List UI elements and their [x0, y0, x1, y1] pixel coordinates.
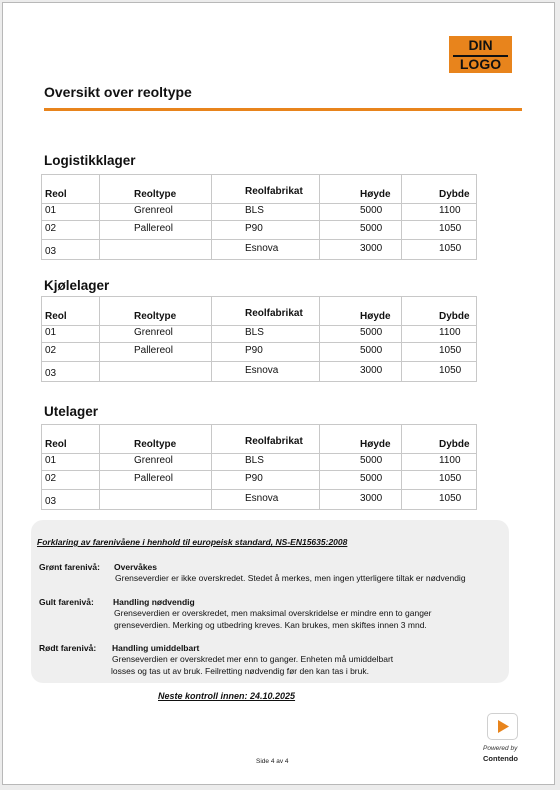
table-cell: 1050	[439, 223, 462, 234]
column-header: Reoltype	[134, 439, 177, 450]
play-icon	[488, 714, 517, 739]
column-header: Reolfabrikat	[245, 308, 303, 319]
table-cell: 3000	[360, 493, 383, 504]
table-row-divider	[42, 325, 476, 326]
table-column-divider	[319, 425, 320, 509]
title-underline	[44, 108, 522, 111]
column-header: Høyde	[360, 311, 391, 322]
table-column-divider	[401, 297, 402, 381]
table-cell: 02	[45, 345, 57, 356]
column-header: Reolfabrikat	[245, 436, 303, 447]
table-cell: 5000	[360, 205, 383, 216]
table-cell: 03	[45, 496, 57, 507]
yellow-level-label: Gult farenivå:	[39, 597, 94, 607]
column-header: Reolfabrikat	[245, 186, 303, 197]
table-cell: 1050	[439, 493, 462, 504]
powered-by-brand: Contendo	[483, 754, 518, 763]
column-header: Dybde	[439, 189, 470, 200]
table-row-divider	[42, 489, 476, 490]
table-column-divider	[211, 175, 212, 259]
green-level-heading: Overvåkes	[114, 562, 158, 572]
table-cell: 01	[45, 205, 57, 216]
table-cell: 3000	[360, 243, 383, 254]
column-header: Dybde	[439, 311, 470, 322]
table-column-divider	[211, 297, 212, 381]
table-cell: 02	[45, 223, 57, 234]
rack-table	[41, 174, 477, 260]
company-logo	[449, 36, 512, 73]
table-column-divider	[401, 425, 402, 509]
table-cell: 5000	[360, 327, 383, 338]
column-header: Reol	[45, 189, 67, 200]
table-cell: P90	[245, 473, 263, 484]
table-column-divider	[99, 175, 100, 259]
column-header: Reoltype	[134, 189, 177, 200]
table-cell: 1050	[439, 473, 462, 484]
table-cell: Pallereol	[134, 223, 173, 234]
table-cell: 01	[45, 455, 57, 466]
table-cell: 5000	[360, 455, 383, 466]
table-row-divider	[42, 470, 476, 471]
table-cell: 1050	[439, 345, 462, 356]
yellow-level-heading: Handling nødvendig	[113, 597, 195, 607]
table-cell: 5000	[360, 223, 383, 234]
column-header: Høyde	[360, 439, 391, 450]
table-cell: 1100	[439, 327, 461, 338]
table-cell: 5000	[360, 473, 383, 484]
table-cell: Pallereol	[134, 345, 173, 356]
table-row-divider	[42, 361, 476, 362]
section-title: Kjølelager	[44, 278, 110, 293]
table-cell: 01	[45, 327, 57, 338]
table-cell: P90	[245, 223, 263, 234]
table-cell: 1100	[439, 205, 461, 216]
red-level-heading: Handling umiddelbart	[112, 643, 200, 653]
legend-title: Forklaring av farenivåene i henhold til europeisk standard, NS-EN15635:2008	[37, 537, 348, 547]
table-cell: 1050	[439, 243, 462, 254]
column-header: Reol	[45, 439, 67, 450]
column-header: Høyde	[360, 189, 391, 200]
table-cell: Grenreol	[134, 455, 173, 466]
rack-table	[41, 424, 477, 510]
table-cell: Pallereol	[134, 473, 173, 484]
table-row-divider	[42, 203, 476, 204]
table-column-divider	[99, 425, 100, 509]
green-level-text-1: Grenseverdier er ikke overskredet. Stedet å merkes, men ingen ytterligere tiltak er nødvendig	[115, 573, 466, 583]
table-cell: BLS	[245, 205, 264, 216]
next-inspection-date: Neste kontroll innen: 24.10.2025	[158, 691, 296, 701]
green-level-label: Grønt farenivå:	[39, 562, 100, 572]
section-title: Logistikklager	[44, 153, 136, 168]
column-header: Dybde	[439, 439, 470, 450]
table-cell: 3000	[360, 365, 383, 376]
table-column-divider	[211, 425, 212, 509]
logo-line-1: DIN	[468, 37, 493, 53]
table-cell: Esnova	[245, 365, 279, 376]
document-page	[2, 2, 555, 785]
table-cell: Esnova	[245, 493, 279, 504]
table-column-divider	[401, 175, 402, 259]
yellow-level-text-2: grenseverdien. Merking og utbedring kreves. Kan brukes, men skiftes innen 3 mnd.	[114, 620, 427, 630]
table-cell: BLS	[245, 455, 264, 466]
table-column-divider	[99, 297, 100, 381]
table-cell: Esnova	[245, 243, 279, 254]
table-cell: Grenreol	[134, 205, 173, 216]
page-number: Side 4 av 4	[256, 758, 289, 765]
rack-table	[41, 296, 477, 382]
table-column-divider	[319, 297, 320, 381]
powered-by-label: Powered by	[483, 745, 518, 752]
table-cell: 1050	[439, 365, 462, 376]
table-row-divider	[42, 342, 476, 343]
table-cell: Grenreol	[134, 327, 173, 338]
table-row-divider	[42, 220, 476, 221]
table-row-divider	[42, 239, 476, 240]
red-level-label: Rødt farenivå:	[39, 643, 97, 653]
table-cell: 03	[45, 246, 57, 257]
risk-level-legend	[31, 520, 509, 683]
yellow-level-text-1: Grenseverdien er overskredet, men maksimal overskridelse er mindre enn to ganger	[114, 608, 432, 618]
table-cell: 5000	[360, 345, 383, 356]
table-cell: 03	[45, 368, 57, 379]
table-cell: 1100	[439, 455, 461, 466]
page-title: Oversikt over reoltype	[44, 84, 192, 100]
table-cell: 02	[45, 473, 57, 484]
red-level-text-1: Grenseverdien er overskredet mer enn to ganger. Enheten må umiddelbart	[112, 654, 394, 664]
column-header: Reoltype	[134, 311, 177, 322]
table-row-divider	[42, 453, 476, 454]
logo-line-2: LOGO	[459, 56, 502, 72]
contendo-logo	[487, 713, 518, 740]
table-cell: BLS	[245, 327, 264, 338]
red-level-text-2: losses og tas ut av bruk. Feilretting nødvendig før den kan tas i bruk.	[111, 666, 369, 676]
table-column-divider	[319, 175, 320, 259]
section-title: Utelager	[44, 404, 99, 419]
table-cell: P90	[245, 345, 263, 356]
column-header: Reol	[45, 311, 67, 322]
